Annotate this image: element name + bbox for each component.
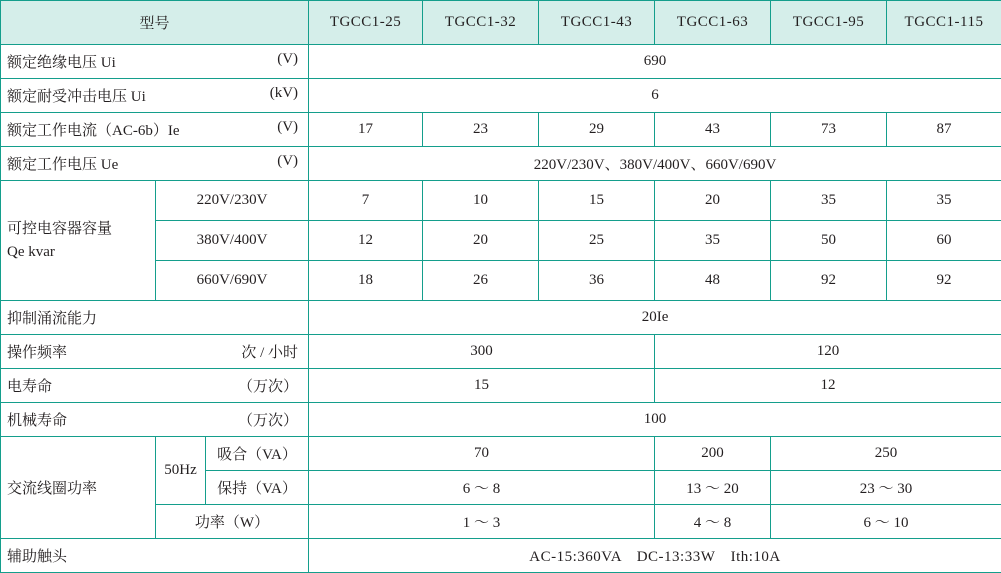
row-label-impulse-voltage [1, 79, 309, 113]
row-label-coil-freq: 50Hz [156, 437, 206, 505]
cell-operating-frequency-2: 120 [655, 335, 1001, 369]
cell-working-current-6: 87 [887, 113, 1001, 147]
row-label-mechanical-life-text: 机械寿命 [7, 413, 68, 429]
header-cell-model-6: TGCC1-115 [887, 1, 1001, 45]
cell-operating-frequency-1: 300 [309, 335, 655, 369]
row-unit-insulation-voltage: (V) [277, 51, 299, 67]
table-row [1, 301, 1001, 335]
table-row [1, 79, 1001, 113]
table-row [1, 181, 1001, 221]
cell-insulation-voltage-value: 690 [309, 45, 1001, 79]
row-unit-impulse-voltage: (kV) [269, 85, 299, 101]
table-row [1, 403, 1001, 437]
row-unit-electrical-life: （万次） [238, 379, 299, 395]
cell-cap-220v-5: 35 [771, 181, 887, 221]
cell-working-voltage-value: 220V/230V、380V/400V、660V/690V [309, 147, 1001, 181]
table-row [1, 45, 1001, 79]
header-cell-model-3: TGCC1-43 [539, 1, 655, 45]
cell-power-3: 6 ～ 10 [771, 505, 1001, 539]
cell-cap-220v-3: 15 [539, 181, 655, 221]
cell-hold-1: 6 ～ 8 [309, 471, 655, 505]
header-cell-model-1: TGCC1-25 [309, 1, 423, 45]
cell-working-current-4: 43 [655, 113, 771, 147]
row-label-working-voltage-text: 额定工作电压 Ue [7, 157, 119, 173]
cell-cap-660v-1: 18 [309, 261, 423, 301]
capacitor-capacity-label-line2: Qe kvar [7, 243, 55, 260]
row-label-working-current [1, 113, 309, 147]
capacitor-capacity-label-line1: 可控电容器容量 [7, 221, 113, 237]
row-label-operating-frequency [1, 335, 309, 369]
cell-hold-2: 13 ～ 20 [655, 471, 771, 505]
cell-electrical-life-2: 12 [655, 369, 1001, 403]
subrow-label-660v: 660V/690V [156, 261, 309, 301]
cell-electrical-life-1: 15 [309, 369, 655, 403]
subrow-label-power: 功率（W） [156, 505, 309, 539]
table-row [1, 369, 1001, 403]
subrow-label-hold: 保持（VA） [206, 471, 309, 505]
cell-mechanical-life-value: 100 [309, 403, 1001, 437]
row-label-capacitor-capacity [1, 181, 156, 301]
cell-auxiliary-contact-value: AC-15:360VA DC-13:33W Ith:10A [309, 539, 1001, 573]
subrow-label-220v: 220V/230V [156, 181, 309, 221]
cell-cap-380v-5: 50 [771, 221, 887, 261]
cell-working-current-2: 23 [423, 113, 539, 147]
row-label-inrush-suppression: 抑制涌流能力 [1, 301, 309, 335]
header-cell-model: 型号 [1, 1, 309, 45]
cell-power-1: 1 ～ 3 [309, 505, 655, 539]
cell-pickup-3: 250 [771, 437, 1001, 471]
cell-cap-220v-1: 7 [309, 181, 423, 221]
table-row [1, 539, 1001, 573]
cell-cap-660v-4: 48 [655, 261, 771, 301]
row-unit-working-voltage: (V) [277, 153, 299, 169]
header-cell-model-4: TGCC1-63 [655, 1, 771, 45]
row-label-insulation-voltage [1, 45, 309, 79]
cell-pickup-1: 70 [309, 437, 655, 471]
cell-hold-3: 23 ～ 30 [771, 471, 1001, 505]
cell-cap-220v-2: 10 [423, 181, 539, 221]
header-cell-model-5: TGCC1-95 [771, 1, 887, 45]
table-header-row [1, 1, 1001, 45]
cell-cap-380v-1: 12 [309, 221, 423, 261]
cell-working-current-5: 73 [771, 113, 887, 147]
row-label-impulse-voltage-text: 额定耐受冲击电压 Ui [7, 89, 146, 105]
row-label-electrical-life-text: 电寿命 [7, 379, 53, 395]
cell-cap-660v-3: 36 [539, 261, 655, 301]
cell-cap-380v-4: 35 [655, 221, 771, 261]
row-label-auxiliary-contact: 辅助触头 [1, 539, 309, 573]
subrow-label-380v: 380V/400V [156, 221, 309, 261]
cell-cap-660v-2: 26 [423, 261, 539, 301]
cell-cap-380v-6: 60 [887, 221, 1001, 261]
cell-working-current-3: 29 [539, 113, 655, 147]
row-unit-operating-frequency: 次 / 小时 [241, 345, 299, 361]
cell-cap-380v-3: 25 [539, 221, 655, 261]
table-row [1, 113, 1001, 147]
row-label-operating-frequency-text: 操作频率 [7, 345, 68, 361]
row-label-electrical-life [1, 369, 309, 403]
cell-pickup-2: 200 [655, 437, 771, 471]
cell-cap-660v-5: 92 [771, 261, 887, 301]
row-unit-mechanical-life: （万次） [238, 413, 299, 429]
cell-cap-220v-6: 35 [887, 181, 1001, 221]
table-row [1, 335, 1001, 369]
cell-cap-220v-4: 20 [655, 181, 771, 221]
row-label-insulation-voltage-text: 额定绝缘电压 Ui [7, 55, 116, 71]
row-label-coil-power: 交流线圈功率 [1, 437, 156, 539]
row-label-working-voltage [1, 147, 309, 181]
row-label-mechanical-life [1, 403, 309, 437]
cell-working-current-1: 17 [309, 113, 423, 147]
row-label-working-current-text: 额定工作电流（AC-6b）Ie [7, 123, 180, 139]
row-unit-working-current: (V) [277, 119, 299, 135]
cell-impulse-voltage-value: 6 [309, 79, 1001, 113]
subrow-label-pickup: 吸合（VA） [206, 437, 309, 471]
table-row [1, 437, 1001, 471]
table-row [1, 147, 1001, 181]
cell-cap-380v-2: 20 [423, 221, 539, 261]
cell-cap-660v-6: 92 [887, 261, 1001, 301]
header-cell-model-2: TGCC1-32 [423, 1, 539, 45]
cell-inrush-suppression-value: 20Ie [309, 301, 1001, 335]
cell-power-2: 4 ～ 8 [655, 505, 771, 539]
